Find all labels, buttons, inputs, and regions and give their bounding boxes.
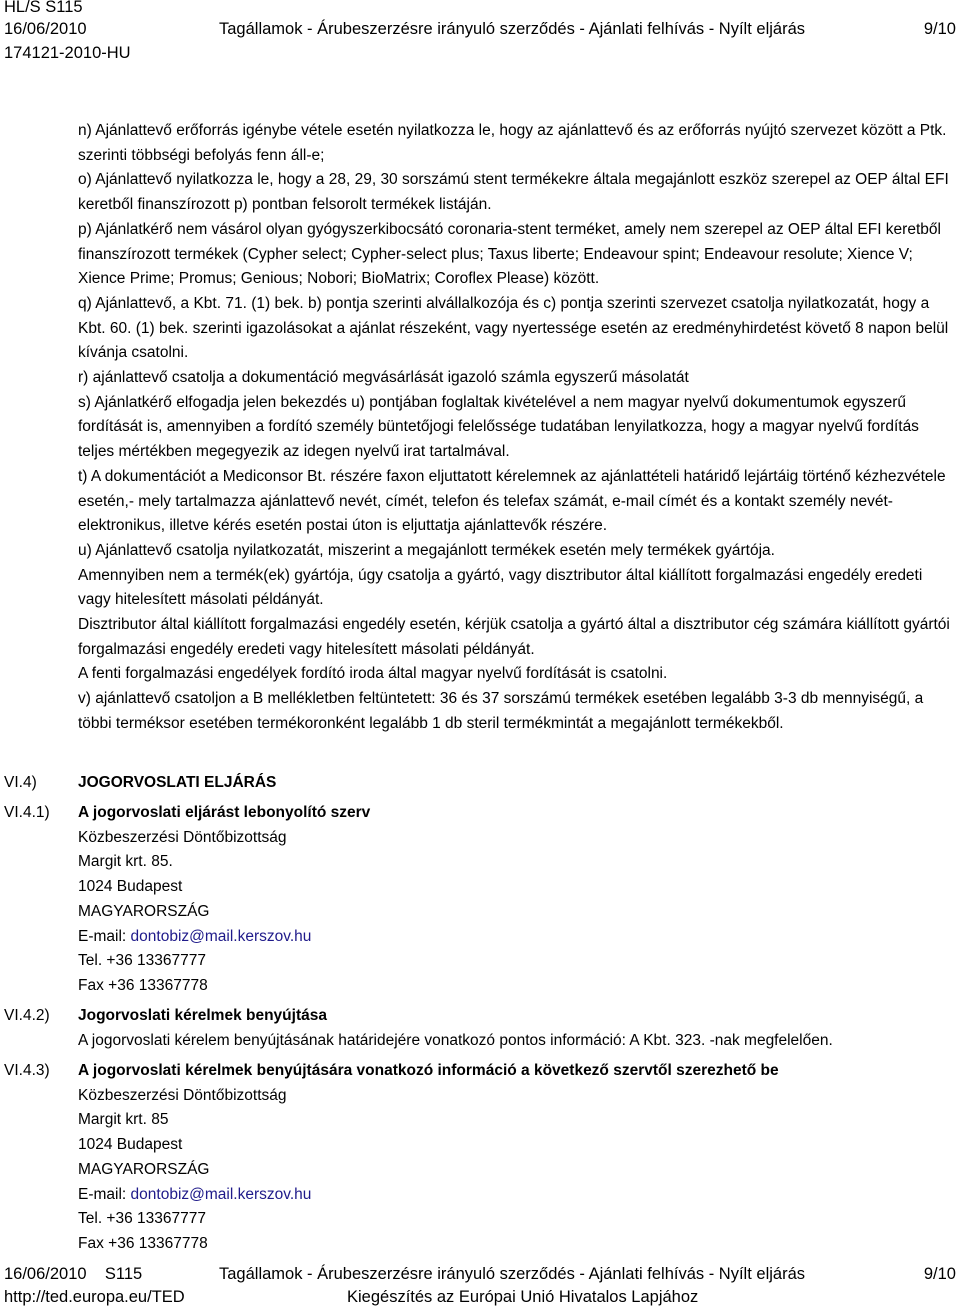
- org-city: 1024 Budapest: [78, 878, 183, 896]
- header-line-3: [4, 44, 956, 63]
- section-title-vi43: A jogorvoslati kérelmek benyújtására vonatkozó információ a következő szervtől szerezhető be: [78, 1062, 779, 1079]
- section-vi43: [78, 1059, 956, 1257]
- footer-title: Tagállamok - Árubeszerzésre irányuló szerződés - Ajánlati felhívás - Nyílt eljárás: [219, 1265, 805, 1283]
- section-title-vi42: Jogorvoslati kérelmek benyújtása: [78, 1007, 327, 1024]
- paragraph-u-2: Amennyiben nem a termék(ek) gyártója, úgy csatolja a gyártó, vagy disztributor által kiállított forgalmazási engedély eredeti vagy hitelesített másolati példányát.: [78, 566, 923, 609]
- paragraph-t: t) A dokumentációt a Mediconsor Bt. részére faxon eljuttatott kérelemnek az ajánlattételi határidő lejártáig történő kézhezvétele esetén,- mely tartalmazza ajánlattevő nevét, címét, telefon és telefax számát, e-mail címét és a kontakt személy nevét- elektronikus, illetve kérés esetén postai úton is eljuttatja ajánlattevők részére.: [78, 467, 946, 535]
- appeal-deadline-text: A jogorvoslati kérelem benyújtásának határidejére vonatkozó pontos információ: A Kbt. 323. -nak megfelelően.: [78, 1031, 833, 1049]
- email-label: E-mail:: [78, 1185, 127, 1203]
- section-vi41: [78, 801, 956, 999]
- header-doc-code: HL/S S115: [4, 0, 83, 16]
- org-country: MAGYARORSZÁG: [78, 902, 210, 920]
- footer-url[interactable]: http://ted.europa.eu/TED: [4, 1288, 185, 1306]
- email-link[interactable]: dontobiz@mail.kerszov.hu: [130, 927, 312, 945]
- header-title: Tagállamok - Árubeszerzésre irányuló szerződés - Ajánlati felhívás - Nyílt eljárás: [219, 20, 805, 38]
- header-page-number: 9/10: [923, 20, 956, 38]
- paragraph-v: v) ajánlattevő csatoljon a B mellékletben feltüntetett: 36 és 37 sorszámú termékek esetében legalább 3-3 db mennyiségű, a többi terméksor esetében termékoronként legalább 1 db steril termékmintát a megajánlott termékekből.: [78, 690, 924, 732]
- paragraph-u-4: A fenti forgalmazási engedélyek fordító iroda által magyar nyelvű fordítását is csatolni.: [78, 665, 668, 683]
- org-name: Közbeszerzési Döntőbizottság: [78, 828, 287, 846]
- org-street: Margit krt. 85: [78, 1111, 169, 1129]
- header-notice-id: 174121-2010-HU: [4, 44, 131, 62]
- section-title-vi41: A jogorvoslati eljárást lebonyolító szerv: [78, 804, 371, 821]
- conditions-text: [78, 119, 956, 737]
- org-tel: Tel. +36 13367777: [78, 1210, 206, 1228]
- org-fax: Fax +36 13367778: [78, 1234, 208, 1252]
- org-email-line: [78, 925, 956, 950]
- org-tel: Tel. +36 13367777: [78, 952, 206, 970]
- paragraph-n: n) Ajánlattevő erőforrás igénybe vétele esetén nyilatkozza le, hogy az ajánlattevő és az erőforrás nyújtó szervezet között a Ptk. szerinti többségi befolyás fenn áll-e;: [78, 122, 947, 164]
- org-email-line: [78, 1183, 956, 1208]
- section-number-vi43: VI.4.3): [4, 1062, 50, 1079]
- org-street: Margit krt. 85.: [78, 853, 173, 871]
- footer-line-2: [4, 1288, 956, 1307]
- paragraph-r: r) ajánlattevő csatolja a dokumentáció megvásárlását igazoló számla egyszerű másolatát: [78, 369, 689, 387]
- section-number-vi4: VI.4): [4, 774, 37, 791]
- section-number-vi42: VI.4.2): [4, 1007, 50, 1024]
- header-line-2: [4, 20, 956, 39]
- section-vi42: [78, 1004, 956, 1053]
- header-date: 16/06/2010: [4, 20, 87, 38]
- org-fax: Fax +36 13367778: [78, 976, 208, 994]
- paragraph-u-3: Disztributor által kiállított forgalmazási engedély esetén, kérjük csatolja a gyártó által a disztributor cég számára kiállított gyártói forgalmazási engedély eredeti vagy hitelesített másolati példányát.: [78, 616, 950, 658]
- email-label: E-mail:: [78, 927, 127, 945]
- footer-page-number: 9/10: [923, 1265, 956, 1283]
- section-title-vi4: JOGORVOSLATI ELJÁRÁS: [78, 774, 277, 791]
- footer-line-1: [4, 1265, 956, 1284]
- footer-date-issue: 16/06/2010 S115: [4, 1265, 143, 1283]
- header-line-1: [4, 0, 956, 17]
- paragraph-p: p) Ajánlatkérő nem vásárol olyan gyógyszerkibocsátó coronaria-stent terméket, amely nem szerepel az OEP által EFI keretből finanszírozott termékek (Cypher select; Cypher-select plus; Taxus liberte; Endeavour spint; Endeavour resolute; Xience V; Xience Prime; Promus; Genious; Nobori; BioMatrix; Coroflex Please) között.: [78, 220, 941, 288]
- paragraph-o: o) Ajánlattevő nyilatkozza le, hogy a 28, 29, 30 sorszámú stent termékekre általa megajánlott eszköz szerepel az OEP által EFI keretből finanszírozott p) pontban felsorolt termékek listáján.: [78, 171, 949, 214]
- email-link[interactable]: dontobiz@mail.kerszov.hu: [130, 1185, 312, 1203]
- paragraph-q: q) Ajánlattevő, a Kbt. 71. (1) bek. b) pontja szerinti alvállalkozója és c) pontja szerinti szervezet csatolja nyilatkozatát, hogy a Kbt. 60. (1) bek. szerinti igazolásokat a ajánlat részeként, vagy nyertessége esetén az eredményhirdetést követő 8 napon belül kívánja csatolni.: [78, 294, 949, 362]
- paragraph-u: u) Ajánlattevő csatolja nyilatkozatát, miszerint a megajánlott termékek esetén mely termékek gyártója.: [78, 541, 775, 559]
- paragraph-s: s) Ajánlatkérő elfogadja jelen bekezdés u) pontjában foglaltak kivételével a nem magyar nyelvű dokumentumok egyszerű fordítását is, amennyiben a fordító személy büntetőjogi felelőssége tudatában lenyilatkozza, hogy a magyar nyelvű fordítás teljes mértékben megegyezik az idegen nyelvű irat tartalmával.: [78, 393, 919, 461]
- org-country: MAGYARORSZÁG: [78, 1160, 210, 1178]
- org-name: Közbeszerzési Döntőbizottság: [78, 1086, 287, 1104]
- section-number-vi41: VI.4.1): [4, 804, 50, 821]
- footer-publication: Kiegészítés az Európai Unió Hivatalos Lapjához: [347, 1288, 699, 1306]
- org-city: 1024 Budapest: [78, 1136, 183, 1154]
